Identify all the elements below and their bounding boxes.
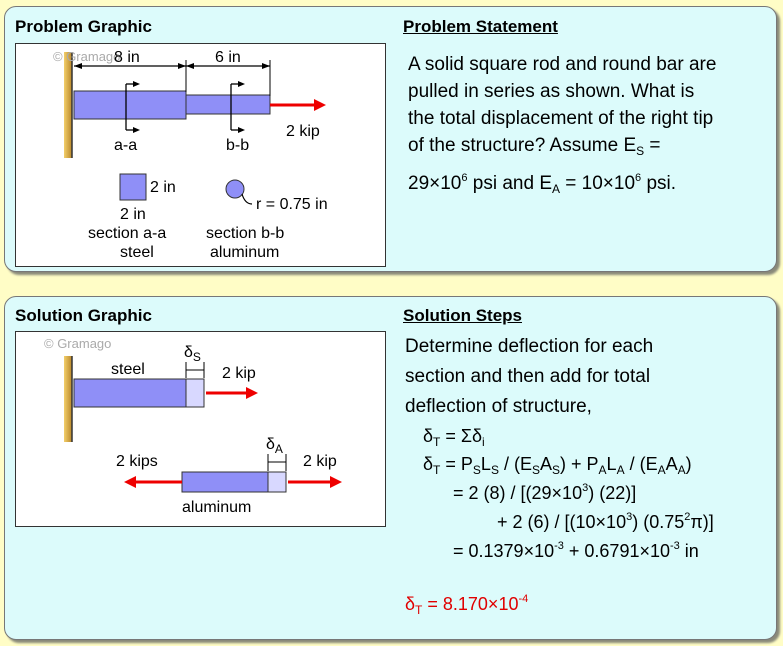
equation-3: = 2 $(8) / [(29\times 10^3)$ (22)] [453, 482, 637, 503]
section-arrowhead [133, 81, 140, 87]
section-aa-caption: section a-a [88, 225, 167, 242]
statement-line: the total displacement of the right tip [408, 108, 714, 129]
equation-2: $\delta_T = P_SL_S / (E_SA_S) + P_AL_A / (E_AA_A)$ [423, 454, 692, 477]
problem-diagram [16, 44, 385, 266]
copyright-text: © Gramago [44, 336, 112, 351]
solution-steps-heading: Solution Steps [403, 306, 522, 325]
steel-label: steel [111, 361, 145, 378]
section-bb-caption: section b-b [206, 225, 285, 242]
solution-panel [4, 296, 777, 640]
copyright-text: © Gramago [53, 49, 121, 64]
statement-text: 29×10 [408, 173, 462, 194]
equation-1: $\delta_T = \Sigma\delta_i$ [423, 426, 485, 449]
aluminum-elongation [268, 472, 286, 492]
statement-line [408, 132, 716, 165]
square-side-bottom: 2 in [120, 206, 146, 223]
solution-graphic [15, 331, 386, 527]
dim-right-label: 6 in [215, 49, 241, 66]
final-answer: $\delta_T = 8.170\times 10^{-4}$ [405, 593, 529, 617]
radius-label: r = 0.75 in [256, 196, 328, 213]
aluminum-label: aluminum [182, 499, 252, 516]
statement-line: pulled in series as shown. What is [408, 81, 695, 102]
intro-line: section and then add for total [405, 366, 651, 387]
delta-a-label: $\delta_A$ [266, 436, 283, 456]
section-aa-material: steel [120, 244, 154, 261]
section-aa-label: a-a [114, 137, 138, 154]
superscript: 6 [635, 172, 642, 184]
statement-text: = 10×10 [560, 173, 636, 194]
solution-graphic-heading: Solution Graphic [15, 306, 152, 325]
problem-graphic-heading: Problem Graphic [15, 17, 152, 36]
load-right-label: 2 kip [303, 453, 337, 470]
problem-panel [4, 6, 777, 272]
load-label: 2 kip [286, 123, 320, 140]
intro-line: Determine deflection for each [405, 336, 654, 357]
statement-text: = [644, 135, 661, 156]
subscript: A [552, 182, 561, 196]
equation-4: + 2 $(6) / [(10\times 10^3)$ (0.75$^2$π)] [497, 511, 714, 532]
section-arrowhead [238, 127, 245, 133]
aluminum-bar [186, 95, 270, 114]
equation-5: = $0.1379\times 10^{-3} + 0.6791\times 10^{-3}$ in [453, 540, 699, 561]
section-bb-label: b-b [226, 137, 250, 154]
wall-support [64, 52, 72, 158]
problem-statement [408, 51, 716, 203]
solution-intro [405, 333, 653, 420]
steel-bar [74, 91, 186, 119]
dim-arrowhead [262, 63, 270, 69]
load-arrowhead [330, 476, 342, 488]
load-arrowhead [124, 476, 136, 488]
load-left-label: 2 kips [116, 453, 158, 470]
section-arrowhead [133, 127, 140, 133]
radius-leader [242, 194, 252, 204]
problem-statement-heading: Problem Statement [403, 17, 558, 36]
section-arrowhead [238, 81, 245, 87]
statement-text: psi. [641, 173, 677, 194]
statement-line [408, 165, 716, 203]
load-arrowhead [314, 99, 326, 111]
delta-s-label: $\delta_S$ [184, 344, 201, 364]
steel-elongation [186, 379, 204, 407]
load-top-label: 2 kip [222, 365, 256, 382]
solution-diagram [16, 332, 385, 526]
dim-left-label: 8 in [114, 49, 140, 66]
aluminum-bar [182, 472, 268, 492]
problem-graphic [15, 43, 386, 267]
dim-arrowhead [186, 63, 194, 69]
square-side-right: 2 in [150, 179, 176, 196]
steel-bar [74, 379, 186, 407]
statement-text: psi and E [467, 173, 552, 194]
intro-line: deflection of structure, [405, 396, 592, 417]
subscript: S [636, 144, 645, 158]
round-section [226, 180, 244, 198]
statement-line: A solid square rod and round bar are [408, 54, 717, 75]
section-bb-material: aluminum [210, 244, 280, 261]
wall-support [64, 356, 72, 442]
statement-text: of the structure? Assume E [408, 135, 637, 156]
square-section [120, 174, 146, 200]
dim-arrowhead [178, 63, 186, 69]
load-arrowhead [246, 387, 258, 399]
superscript: 6 [461, 172, 468, 184]
